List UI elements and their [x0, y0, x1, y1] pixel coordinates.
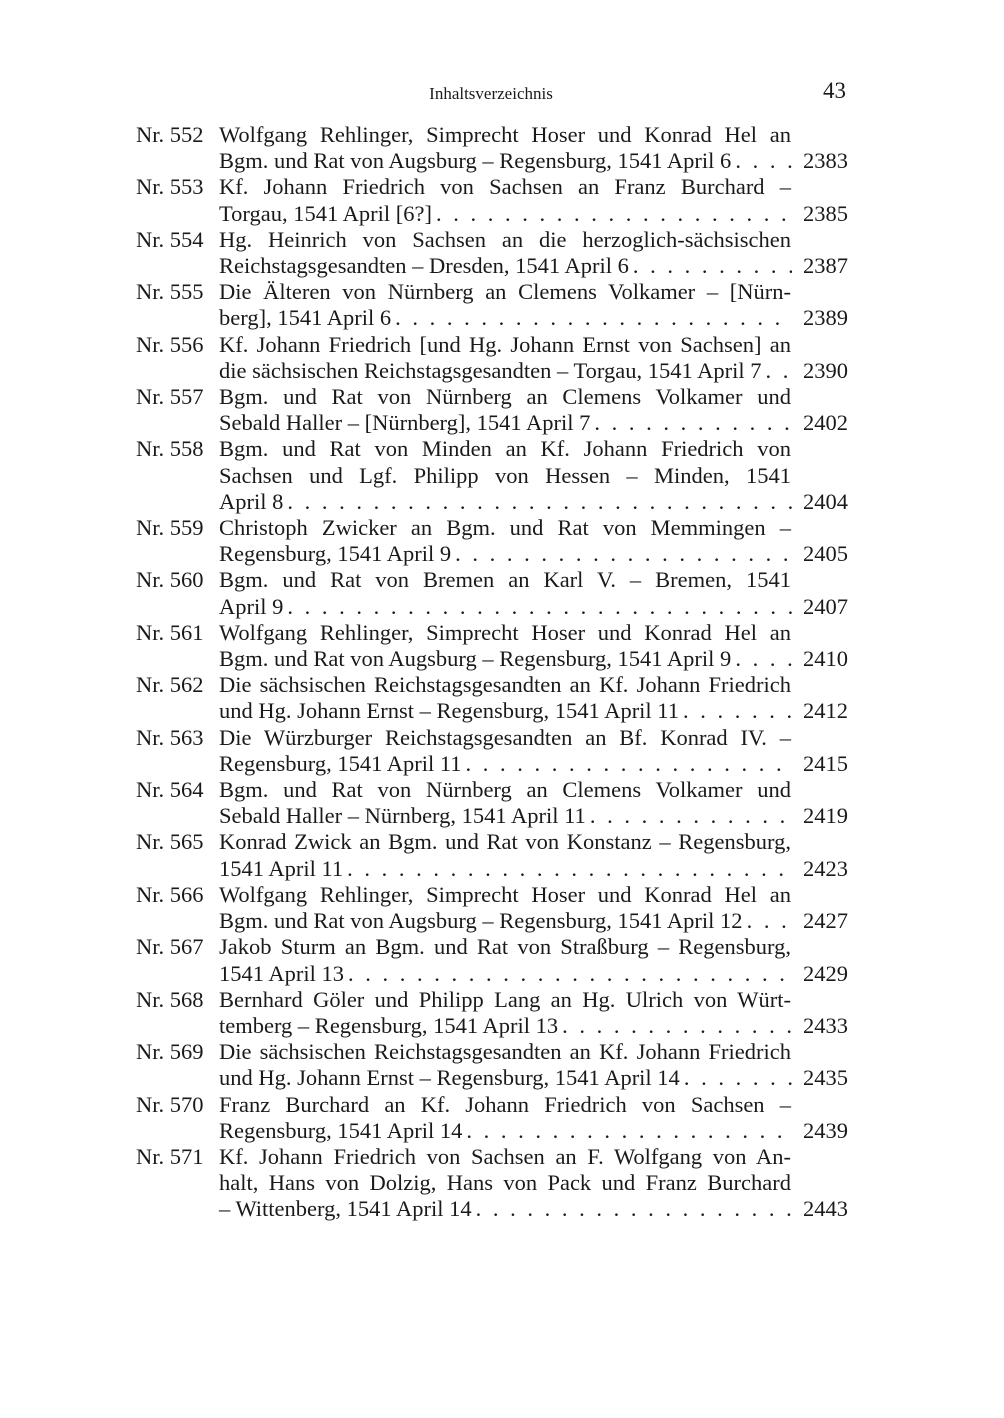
toc-entry: [136, 227, 848, 279]
toc-entry: [136, 725, 848, 777]
entry-title-line: Torgau, 1541 April [6?]: [219, 200, 432, 226]
entry-title: [219, 987, 848, 1039]
entry-title: [219, 620, 848, 672]
entry-page: 2385: [803, 200, 848, 226]
entry-page: 2443: [803, 1196, 848, 1222]
entry-page: 2419: [803, 803, 848, 829]
dot-leader: [455, 541, 792, 567]
entry-title-line: Bgm. und Rat von Augsburg – Regensburg, 1541 April 9: [219, 646, 732, 672]
toc-entry: [136, 384, 848, 436]
entry-title-line: halt, Hans von Dolzig, Hans von Pack und Franz Burchard: [219, 1170, 791, 1196]
entry-title-line: Wolfgang Rehlinger, Simprecht Hoser und Konrad Hel an: [219, 881, 791, 907]
toc-entry: [136, 174, 848, 226]
entry-title: [219, 279, 848, 331]
entry-title-line: – Wittenberg, 1541 April 14: [219, 1196, 472, 1222]
dot-leader: [735, 148, 792, 174]
entry-page: 2410: [803, 646, 848, 672]
entry-page: 2383: [803, 148, 848, 174]
entry-title-line: Sachsen und Lgf. Philipp von Hessen – Minden, 1541: [219, 462, 791, 488]
entry-number: Nr. 565: [136, 829, 204, 855]
dot-leader: [287, 489, 792, 515]
dot-leader: [436, 201, 792, 227]
entry-title-line: Sebald Haller – Nürnberg, 1541 April 11: [219, 803, 586, 829]
entry-title: [219, 227, 848, 279]
dot-leader: [466, 1118, 792, 1144]
entry-title-line: Bgm. und Rat von Augsburg – Regensburg, 1541 April 6: [219, 148, 732, 174]
dot-leader: [594, 410, 792, 436]
entry-title-line: Bgm. und Rat von Augsburg – Regensburg, 1541 April 12: [219, 908, 743, 934]
toc-entry: [136, 122, 848, 174]
entry-title-line: und Hg. Johann Ernst – Regensburg, 1541 April 11: [219, 698, 679, 724]
dot-leader: [562, 1013, 792, 1039]
entry-title-line: Franz Burchard an Kf. Johann Friedrich von Sachsen –: [219, 1091, 791, 1117]
entry-title: [219, 174, 848, 226]
entry-number: Nr. 564: [136, 777, 204, 803]
dot-leader: [348, 961, 792, 987]
running-title: Inhaltsverzeichnis: [429, 84, 553, 103]
entry-title: [219, 1144, 848, 1223]
entry-title: [219, 567, 848, 619]
dot-leader: [466, 751, 793, 777]
toc-entry: [136, 332, 848, 384]
toc-entry: [136, 515, 848, 567]
entry-title-line: Wolfgang Rehlinger, Simprecht Hoser und Konrad Hel an: [219, 122, 791, 147]
toc-entry: [136, 829, 848, 881]
entry-title-line: Regensburg, 1541 April 14: [219, 1117, 463, 1143]
page-number: 43: [823, 78, 846, 103]
entry-page: 2407: [803, 593, 848, 619]
toc-entry: [136, 1092, 848, 1144]
entry-number: Nr. 557: [136, 384, 204, 410]
entry-number: Nr. 558: [136, 436, 204, 462]
dot-leader: [476, 1196, 792, 1222]
entry-title-line: 1541 April 11: [219, 855, 344, 881]
entry-number: Nr. 567: [136, 934, 204, 960]
entry-number: Nr. 570: [136, 1091, 204, 1117]
entry-page: 2405: [803, 541, 848, 567]
entry-title-line: Die Würzburger Reichstagsgesandten an Bf. Konrad IV. –: [219, 724, 791, 750]
entry-title-line: Bgm. und Rat von Nürnberg an Clemens Volkamer und: [219, 384, 791, 410]
dot-leader: [684, 1065, 792, 1091]
entry-number: Nr. 560: [136, 567, 204, 593]
entry-title-line: 1541 April 13: [219, 960, 345, 986]
toc-entry: [136, 777, 848, 829]
entry-title-line: und Hg. Johann Ernst – Regensburg, 1541 April 14: [219, 1065, 680, 1091]
entry-title: [219, 934, 848, 986]
toc-entry: [136, 987, 848, 1039]
entry-title-line: Hg. Heinrich von Sachsen an die herzoglich-sächsischen: [219, 226, 791, 252]
entry-number: Nr. 562: [136, 672, 204, 698]
entry-title: [219, 332, 848, 384]
toc-entry: [136, 1144, 848, 1223]
toc-entry: [136, 672, 848, 724]
entry-number: Nr. 566: [136, 881, 204, 907]
dot-leader: [747, 908, 792, 934]
entry-page: 2402: [803, 410, 848, 436]
entry-title-line: Bgm. und Rat von Nürnberg an Clemens Volkamer und: [219, 777, 791, 803]
dot-leader: [395, 305, 792, 331]
table-of-contents: [136, 122, 848, 1223]
entry-number: Nr. 554: [136, 226, 204, 252]
entry-number: Nr. 571: [136, 1143, 204, 1169]
dot-leader: [683, 698, 792, 724]
entry-page: 2423: [803, 855, 848, 881]
toc-entry: [136, 1039, 848, 1091]
entry-title: [219, 1039, 848, 1091]
entry-page: 2429: [803, 960, 848, 986]
entry-title-line: Regensburg, 1541 April 11: [219, 750, 462, 776]
entry-title-line: Bgm. und Rat von Minden an Kf. Johann Friedrich von: [219, 436, 791, 462]
entry-number: Nr. 563: [136, 724, 204, 750]
toc-entry: [136, 620, 848, 672]
entry-title: [219, 436, 848, 515]
dot-leader: [347, 856, 792, 882]
entry-title-line: Kf. Johann Friedrich [und Hg. Johann Ernst von Sachsen] an: [219, 331, 791, 357]
entry-title-line: Bernhard Göler und Philipp Lang an Hg. Ulrich von Würt-: [219, 986, 791, 1012]
entry-page: 2439: [803, 1117, 848, 1143]
entry-title: [219, 829, 848, 881]
entry-number: Nr. 569: [136, 1039, 204, 1065]
entry-page: 2415: [803, 750, 848, 776]
entry-page: 2435: [803, 1065, 848, 1091]
entry-title-line: April 9: [219, 593, 284, 619]
entry-title-line: Wolfgang Rehlinger, Simprecht Hoser und Konrad Hel an: [219, 619, 791, 645]
entry-title-line: Die sächsischen Reichstagsgesandten an Kf. Johann Friedrich: [219, 672, 791, 698]
entry-title-line: Die Älteren von Nürnberg an Clemens Volkamer – [Nürn-: [219, 279, 791, 305]
entry-title-line: temberg – Regensburg, 1541 April 13: [219, 1012, 559, 1038]
toc-entry: [136, 567, 848, 619]
entry-title-line: Sebald Haller – [Nürnberg], 1541 April 7: [219, 410, 591, 436]
entry-number: Nr. 552: [136, 122, 204, 147]
entry-number: Nr. 561: [136, 619, 204, 645]
entry-title: [219, 777, 848, 829]
entry-title: [219, 122, 848, 174]
entry-number: Nr. 553: [136, 174, 204, 200]
dot-leader: [633, 253, 792, 279]
entry-title: [219, 882, 848, 934]
entry-title-line: berg], 1541 April 6: [219, 305, 392, 331]
entry-number: Nr. 568: [136, 986, 204, 1012]
entry-title: [219, 384, 848, 436]
entry-title-line: Regensburg, 1541 April 9: [219, 541, 452, 567]
entry-page: 2412: [803, 698, 848, 724]
entry-title-line: Jakob Sturm an Bgm. und Rat von Straßburg – Regensburg,: [219, 934, 791, 960]
dot-leader: [735, 646, 792, 672]
dot-leader: [287, 594, 792, 620]
entry-number: Nr. 555: [136, 279, 204, 305]
entry-number: Nr. 556: [136, 331, 204, 357]
entry-page: 2387: [803, 253, 848, 279]
entry-title-line: Reichstagsgesandten – Dresden, 1541 April 6: [219, 253, 629, 279]
entry-title-line: Christoph Zwicker an Bgm. und Rat von Memmingen –: [219, 515, 791, 541]
entry-page: 2427: [803, 908, 848, 934]
entry-title-line: Die sächsischen Reichstagsgesandten an Kf. Johann Friedrich: [219, 1039, 791, 1065]
dot-leader: [590, 803, 792, 829]
entry-number: Nr. 559: [136, 515, 204, 541]
entry-title-line: Konrad Zwick an Bgm. und Rat von Konstanz – Regensburg,: [219, 829, 791, 855]
entry-page: 2433: [803, 1012, 848, 1038]
toc-entry: [136, 436, 848, 515]
entry-title: [219, 672, 848, 724]
toc-entry: [136, 882, 848, 934]
dot-leader: [766, 358, 793, 384]
entry-title-line: die sächsischen Reichstagsgesandten – Torgau, 1541 April 7: [219, 357, 762, 383]
entry-title: [219, 1092, 848, 1144]
entry-title: [219, 725, 848, 777]
entry-title: [219, 515, 848, 567]
entry-page: 2404: [803, 488, 848, 514]
entry-title-line: Bgm. und Rat von Bremen an Karl V. – Bremen, 1541: [219, 567, 791, 593]
entry-page: 2390: [803, 357, 848, 383]
toc-entry: [136, 934, 848, 986]
entry-title-line: Kf. Johann Friedrich von Sachsen an F. Wolfgang von An-: [219, 1143, 791, 1169]
entry-page: 2389: [803, 305, 848, 331]
toc-entry: [136, 279, 848, 331]
running-head: [136, 78, 846, 108]
entry-title-line: Kf. Johann Friedrich von Sachsen an Franz Burchard –: [219, 174, 791, 200]
entry-title-line: April 8: [219, 488, 284, 514]
